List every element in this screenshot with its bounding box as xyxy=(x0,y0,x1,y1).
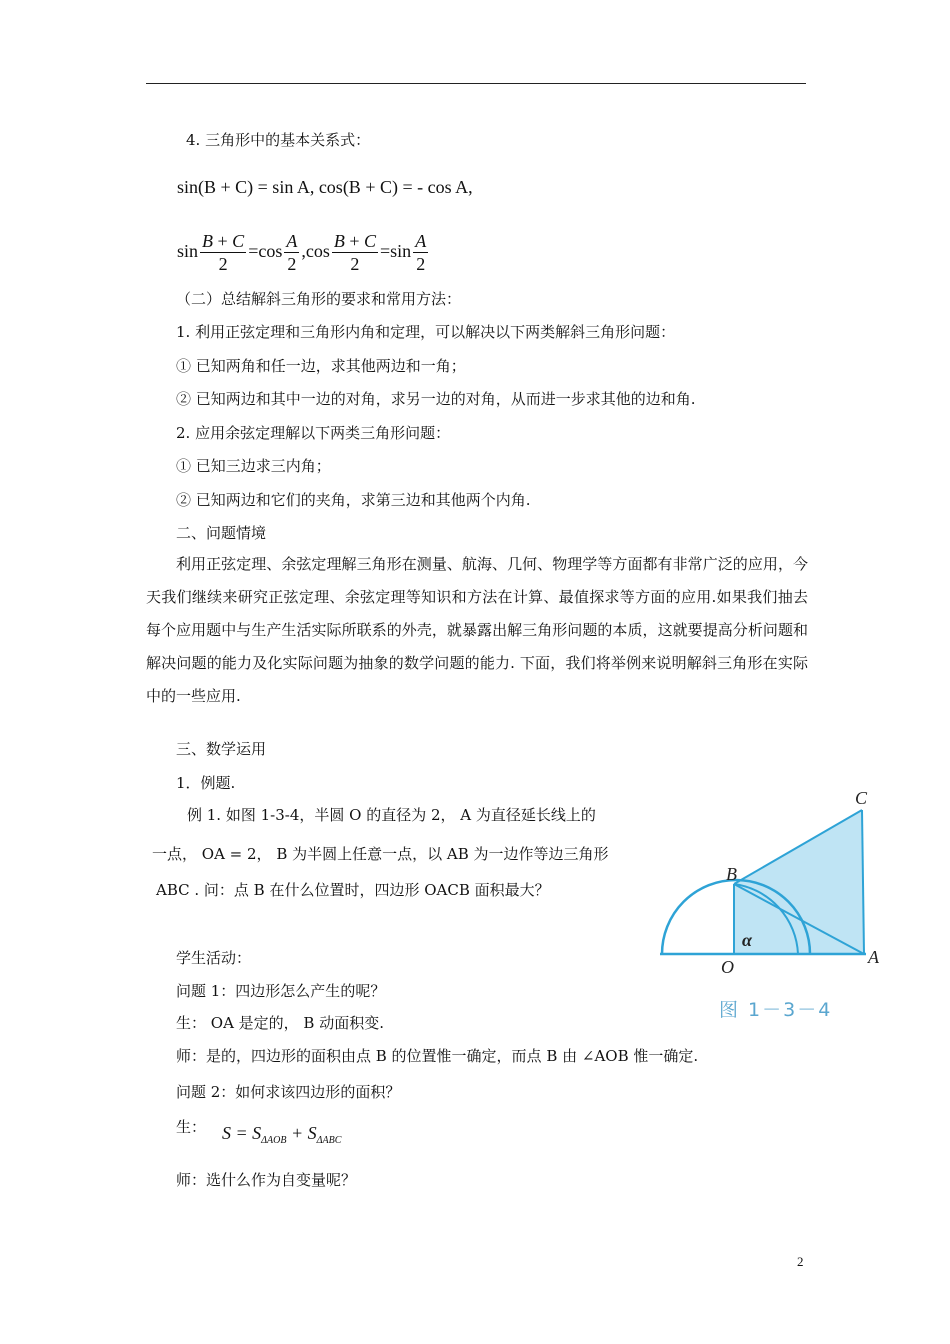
student-activity: 学生活动： xyxy=(176,949,252,967)
method-1a: ① 已知两角和任一边，求其他两边和一角； xyxy=(176,357,466,375)
figure-caption: 图 1－3－4 xyxy=(719,999,833,1021)
teacher-2: 师：选什么作为自变量呢？ xyxy=(176,1171,357,1189)
label-alpha: α xyxy=(742,930,752,950)
formula-1: sin(B + C) = sin A, cos(B + C) = - cos A, xyxy=(177,177,473,197)
example-1-line-3: ABC . 问：点 B 在什么位置时，四边形 OACB 面积最大？ xyxy=(156,881,550,899)
student-answer-2-label: 生： xyxy=(176,1118,207,1136)
area-formula: $S = S_{\Delta AOB} + S_{\Delta ABC}$ xyxy=(222,1123,342,1146)
student-answer-1: 生： OA 是定的， B 动面积变. xyxy=(176,1014,384,1032)
question-1: 问题 1：四边形怎么产生的呢？ xyxy=(176,982,386,1000)
question-2: 问题 2：如何求该四边形的面积？ xyxy=(176,1083,401,1101)
label-o: O xyxy=(721,957,734,977)
heading-problem: 二、问题情境 xyxy=(176,524,267,542)
heading-math: 三、数学运用 xyxy=(176,740,267,758)
method-2: 2. 应用余弦定理解以下两类三角形问题： xyxy=(176,424,451,442)
figure-1-3-4 xyxy=(650,783,890,987)
example-1-line-2: 一点， OA = 2， B 为半圆上任意一点，以 AB 为一边作等边三角形 xyxy=(152,845,609,863)
formula-2: sin $\frac{B + C}{2}$ =cos $\frac{A}{2}$ ,cos $\frac{B + C}{2}$ =sin $\frac{A}{2}$ xyxy=(177,231,427,275)
item-4: 4. 三角形中的基本关系式： xyxy=(186,131,371,149)
section-methods: （二）总结解斜三角形的要求和常用方法： xyxy=(176,290,462,308)
teacher-1: 师：是的，四边形的面积由点 B 的位置惟一确定，而点 B 由 ∠AOB 惟一确定. xyxy=(176,1047,699,1065)
header-rule xyxy=(146,83,806,84)
method-2a: ① 已知三边求三内角； xyxy=(176,457,331,475)
method-1b: ② 已知两边和其中一边的对角，求另一边的对角，从而进一步求其他的边和角. xyxy=(176,390,696,408)
label-b: B xyxy=(726,864,737,884)
example-title: 1．例题. xyxy=(176,774,236,792)
label-a: A xyxy=(868,947,879,967)
page-number: 2 xyxy=(797,1254,804,1269)
method-1: 1. 利用正弦定理和三角形内角和定理，可以解决以下两类解斜三角形问题： xyxy=(176,323,676,341)
label-c: C xyxy=(855,788,868,808)
method-2b: ② 已知两边和它们的夹角，求第三边和其他两个内角. xyxy=(176,491,531,509)
example-1-line-1: 例 1. 如图 1-3-4，半圆 O 的直径为 2， A 为直径延长线上的 xyxy=(187,806,596,824)
intro-paragraph: 利用正弦定理、余弦定理解三角形在测量、航海、几何、物理学等方面都有非常广泛的应用，今天我们继续来研究正弦定理、余弦定理等知识和方法在计算、最值探求等方面的应用.如果我们抽去每个应用题中与生产生活实际所联系的外壳，就暴露出解三角形问题的本质，这就要提高分析问题和解决问题的能力及化实际问题为抽象的数学问题的能力. 下面，我们将举例来说明解斜三角形在实际中的一些应用. xyxy=(146,555,808,705)
